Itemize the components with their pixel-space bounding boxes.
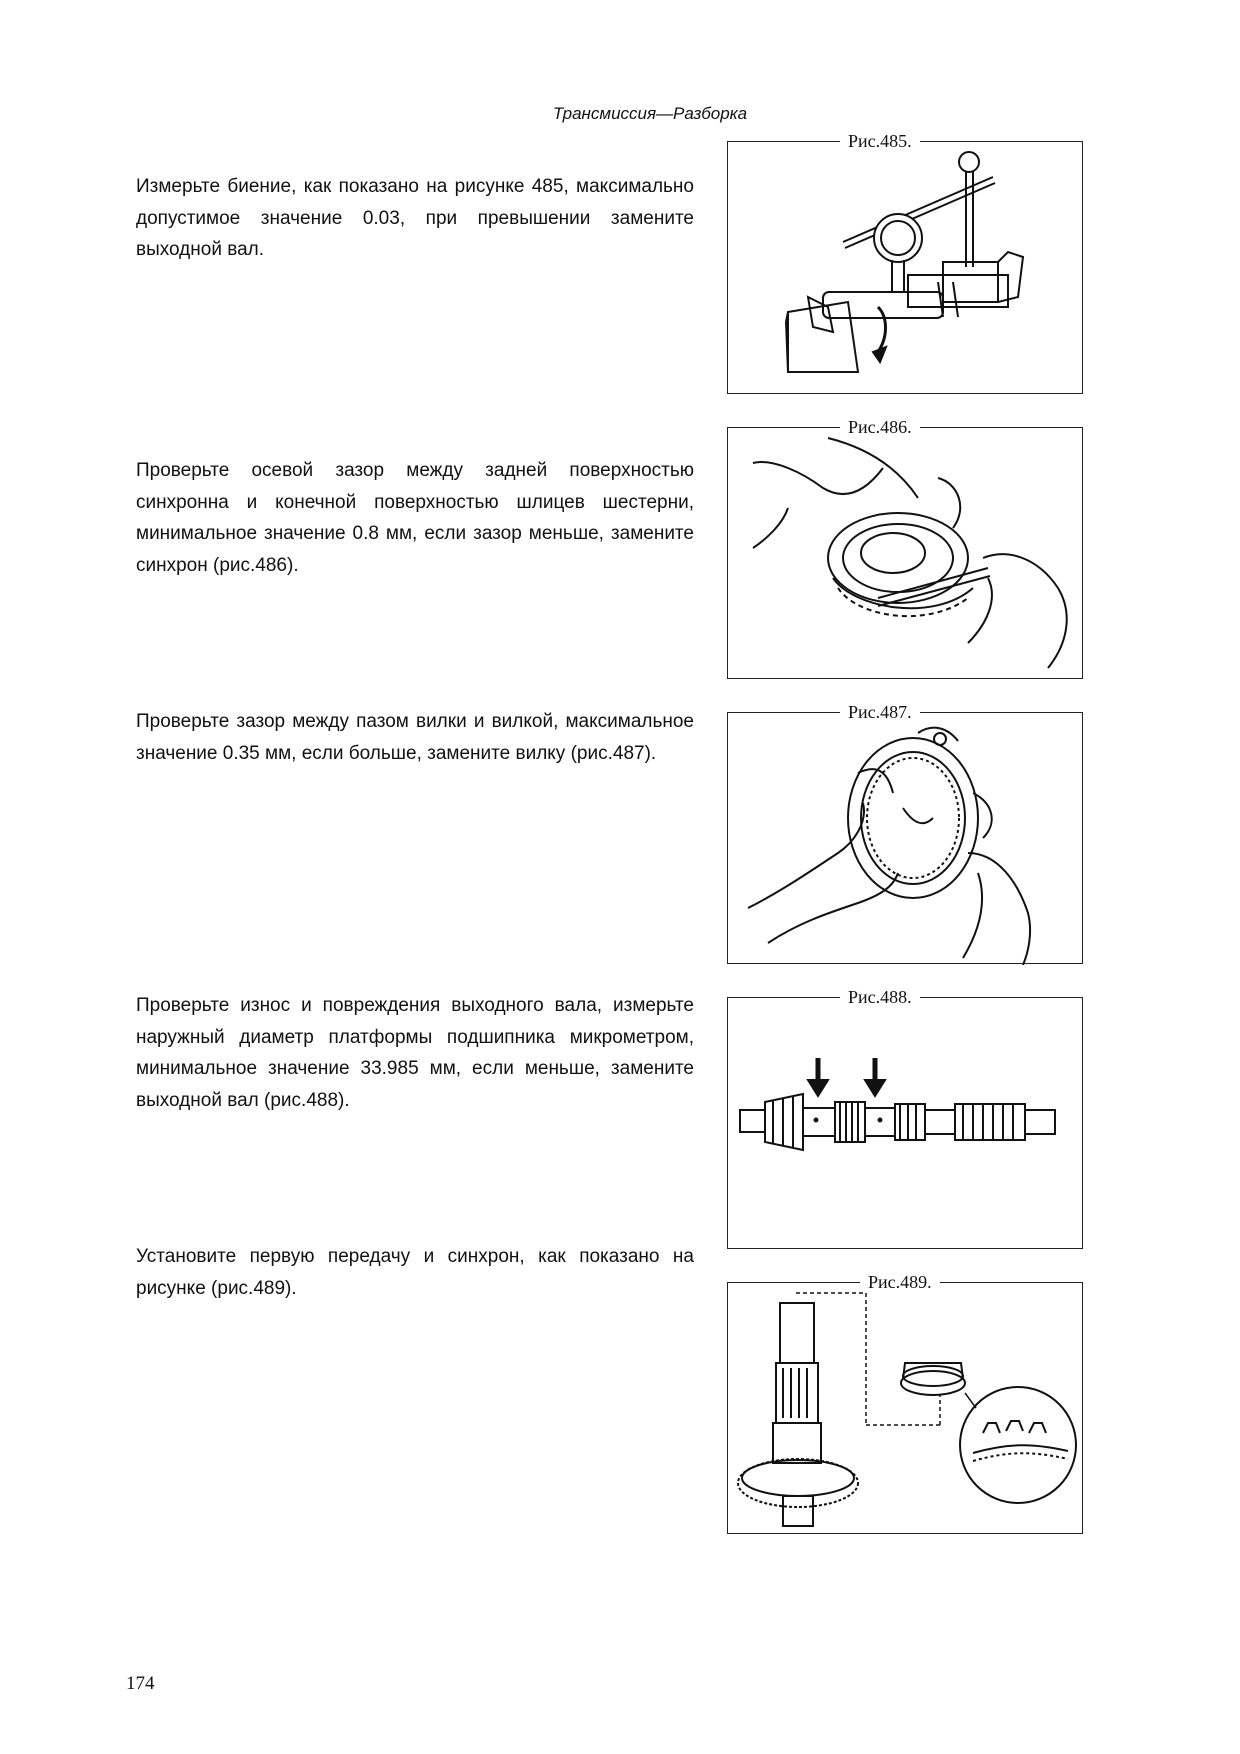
- paragraph-runout: Измерьте биение, как показано на рисунке 485, максимально допустимое значение 0.03, при превышении замените выходной вал.: [136, 176, 694, 260]
- synchro-gap-illustration: [728, 428, 1084, 680]
- figure-489: [727, 1272, 1083, 1534]
- figure-caption: Рис.487.: [840, 702, 920, 722]
- figure-caption: Рис.489.: [860, 1272, 940, 1292]
- fork-gap-illustration: [728, 713, 1084, 965]
- figure-caption: Рис.486.: [840, 417, 920, 437]
- figure-486: [727, 417, 1083, 679]
- figure-488: [727, 987, 1083, 1249]
- page-number: 174: [126, 1673, 155, 1694]
- paragraph-shaft-wear: Проверьте износ и повреждения выходного вала, измерьте наружный диаметр платформы подшипника микрометром, минимальное значение 33.985 мм, если меньше, замените выходной вал (рис.488).: [136, 995, 694, 1111]
- paragraph-install-gear: Установите первую передачу и синхрон, как показано на рисунке (рис.489).: [136, 1246, 694, 1299]
- figure-caption: Рис.485.: [840, 131, 920, 151]
- paragraph-synchro-clearance: Проверьте осевой зазор между задней поверхностью синхронна и конечной поверхностью шлицев шестерни, минимальное значение 0.8 мм, если зазор меньше, замените синхрон (рис.486).: [136, 460, 694, 576]
- figure-487: [727, 702, 1083, 964]
- figure-caption: Рис.488.: [840, 987, 920, 1007]
- first-gear-synchro-illustration: [728, 1283, 1084, 1535]
- dial-indicator-illustration: [728, 142, 1084, 395]
- figure-485: [727, 131, 1083, 394]
- paragraph-fork-clearance: Проверьте зазор между пазом вилки и вилкой, максимальное значение 0.35 мм, если больше, замените вилку (рис.487).: [136, 711, 694, 764]
- page-header: Трансмиссия—Разборка: [552, 104, 748, 123]
- output-shaft-illustration: [728, 998, 1084, 1250]
